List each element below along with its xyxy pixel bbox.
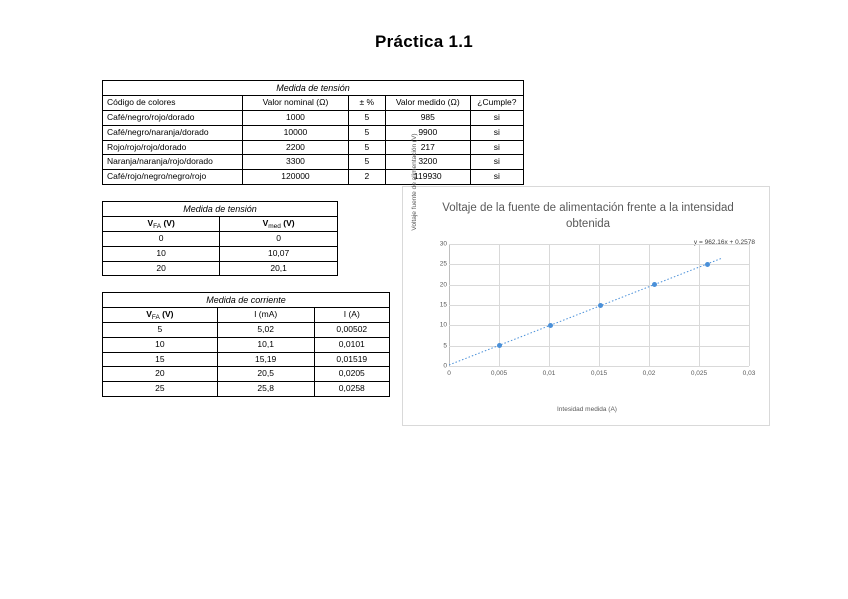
cell-vfa: 15	[103, 352, 218, 367]
chart-y-tick-label: 15	[439, 301, 447, 309]
cell-cumple: si	[470, 170, 523, 185]
cell-codigo: Rojo/rojo/rojo/dorado	[103, 140, 243, 155]
cell-i-ma: 20,5	[217, 367, 314, 382]
cell-vmed: 0	[220, 232, 338, 247]
chart-data-point	[598, 303, 603, 308]
table-caption-row	[103, 81, 524, 96]
chart-gridline-vertical	[699, 244, 700, 366]
table-caption: Medida de tensión	[103, 81, 524, 96]
cell-codigo: Café/rojo/negro/negro/rojo	[103, 170, 243, 185]
table-row	[103, 125, 524, 140]
cell-vmed: 20,1	[220, 261, 338, 276]
cell-i-ma: 15,19	[217, 352, 314, 367]
column-header-codigo: Código de colores	[103, 96, 243, 111]
cell-i-a: 0,0101	[314, 337, 389, 352]
chart-y-tick-label: 20	[439, 281, 447, 289]
cell-codigo: Café/negro/rojo/dorado	[103, 111, 243, 126]
column-header-cumple: ¿Cumple?	[470, 96, 523, 111]
column-header-valor-medido: Valor medido (Ω)	[385, 96, 470, 111]
table-row	[103, 232, 338, 247]
table-medida-corriente	[102, 292, 390, 397]
column-header-i-ma: I (mA)	[217, 308, 314, 323]
table-resistencias	[102, 80, 524, 185]
chart-title: Voltaje de la fuente de alimentación frente a la intensidad obtenida	[442, 202, 734, 230]
cell-valor-nominal: 3300	[243, 155, 349, 170]
cell-tolerancia: 5	[348, 111, 385, 126]
column-header-vfa: $V_{FA}$ (V)	[103, 308, 218, 323]
cell-valor-medido: 985	[385, 111, 470, 126]
cell-valor-nominal: 120000	[243, 170, 349, 185]
cell-i-ma: 10,1	[217, 337, 314, 352]
table-row	[103, 323, 390, 338]
chart-trendline-equation: y = 962,16x + 0,2578	[693, 239, 755, 246]
chart-x-tick-label: 0,015	[590, 370, 608, 377]
cell-vfa: 20	[103, 261, 220, 276]
cell-vfa: 0	[103, 232, 220, 247]
chart-gridline-vertical	[649, 244, 650, 366]
cell-valor-medido: 217	[385, 140, 470, 155]
page-title: Práctica 1.1	[374, 32, 474, 51]
table-medida-tension	[102, 201, 338, 276]
table-header-row	[103, 96, 524, 111]
chart-y-tick-label: 25	[439, 260, 447, 268]
cell-tolerancia: 2	[348, 170, 385, 185]
cell-i-a: 0,00502	[314, 323, 389, 338]
table-row	[103, 246, 338, 261]
table-row	[103, 337, 390, 352]
column-header-i-a: I (A)	[314, 308, 389, 323]
chart-y-axis-title: Voltaje fuente de alimentación (V)	[411, 133, 418, 231]
table-row	[103, 367, 390, 382]
cell-vfa: 20	[103, 367, 218, 382]
chart-x-tick-label: 0,02	[642, 370, 656, 377]
cell-tolerancia: 5	[348, 140, 385, 155]
table-row	[103, 261, 338, 276]
table-header-row	[103, 308, 390, 323]
cell-cumple: si	[470, 125, 523, 140]
table-row	[103, 111, 524, 126]
chart-x-tick-label: 0,03	[742, 370, 756, 377]
cell-vfa: 10	[103, 246, 220, 261]
table-header-row	[103, 217, 338, 232]
chart-y-tick-label: 5	[443, 342, 447, 350]
chart-y-tick-label: 30	[439, 240, 447, 248]
cell-i-a: 0,0258	[314, 382, 389, 397]
cell-cumple: si	[470, 111, 523, 126]
table-caption-row	[103, 293, 390, 308]
table-row	[103, 140, 524, 155]
chart-y-tick-label: 0	[443, 362, 447, 370]
cell-codigo: Café/negro/naranja/dorado	[103, 125, 243, 140]
table-caption: Medida de corriente	[103, 293, 390, 308]
cell-i-a: 0,01519	[314, 352, 389, 367]
cell-i-a: 0,0205	[314, 367, 389, 382]
cell-vfa: 10	[103, 337, 218, 352]
chart-y-tick-label: 10	[439, 321, 447, 329]
cell-cumple: si	[470, 140, 523, 155]
cell-valor-medido: 119930	[385, 170, 470, 185]
cell-valor-nominal: 2200	[243, 140, 349, 155]
column-header-vfa: $V_{FA}$ (V)	[103, 217, 220, 232]
cell-valor-nominal: 10000	[243, 125, 349, 140]
table-caption: Medida de tensión	[103, 202, 338, 217]
cell-vmed: 10,07	[220, 246, 338, 261]
chart-x-tick-label: 0,01	[542, 370, 556, 377]
column-header-tolerancia: ± %	[348, 96, 385, 111]
chart-data-point	[548, 323, 553, 328]
cell-valor-medido: 3200	[385, 155, 470, 170]
cell-valor-medido: 9900	[385, 125, 470, 140]
table-row	[103, 170, 524, 185]
chart-data-point	[497, 343, 502, 348]
chart-gridline-horizontal	[449, 366, 749, 367]
chart-gridline-vertical	[749, 244, 750, 366]
cell-tolerancia: 5	[348, 125, 385, 140]
column-header-vmed: $V_{med}$ (V)	[220, 217, 338, 232]
chart-x-tick-label: 0,005	[490, 370, 508, 377]
chart-gridline-vertical	[549, 244, 550, 366]
table-caption-row	[103, 202, 338, 217]
cell-vfa: 5	[103, 323, 218, 338]
chart-data-point	[652, 282, 657, 287]
chart-data-point	[705, 262, 710, 267]
cell-i-ma: 5,02	[217, 323, 314, 338]
cell-codigo: Naranja/naranja/rojo/dorado	[103, 155, 243, 170]
cell-valor-nominal: 1000	[243, 111, 349, 126]
cell-i-ma: 25,8	[217, 382, 314, 397]
column-header-valor-nominal: Valor nominal (Ω)	[243, 96, 349, 111]
table-row	[103, 382, 390, 397]
cell-tolerancia: 5	[348, 155, 385, 170]
chart-x-tick-label: 0	[447, 370, 451, 377]
cell-vfa: 25	[103, 382, 218, 397]
table-row	[103, 155, 524, 170]
table-row	[103, 352, 390, 367]
cell-cumple: si	[470, 155, 523, 170]
chart-x-tick-label: 0,025	[690, 370, 708, 377]
chart-x-axis-title: Intesidad medida (A)	[557, 406, 617, 413]
